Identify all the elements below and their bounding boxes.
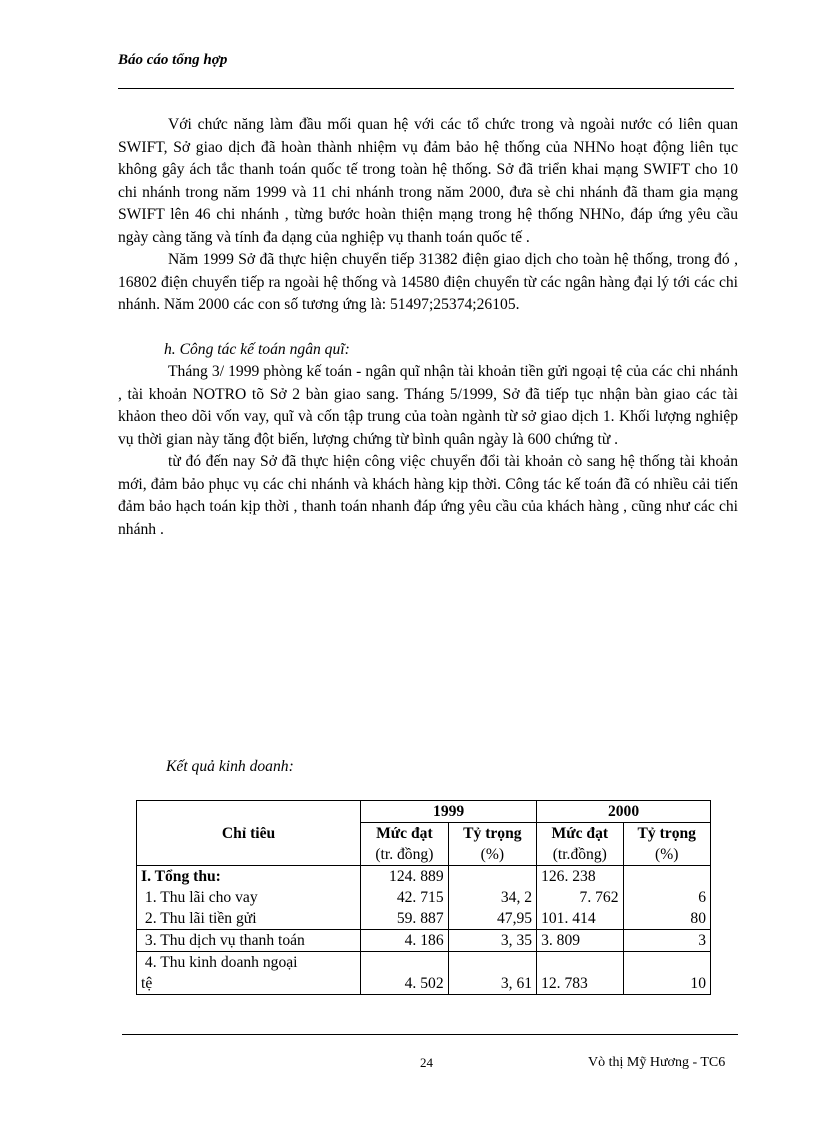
header-amount-1999-unit: (tr. đồng) [375,846,434,863]
row-payment-services-label: 3. Thu dịch vụ thanh toán [137,930,361,952]
business-results-table [136,800,711,995]
row-deposit-interest-share-2000: 80 [623,908,711,930]
row-fx-business-share-1999: 3, 61 [448,952,536,995]
row-deposit-interest-amount-2000: 101. 414 [537,908,623,930]
header-share-1999-unit: (%) [480,846,505,863]
row-loan-interest-label: 1. Thu lãi cho vay [137,887,361,908]
header-year-2000: 2000 [537,801,711,823]
row-fx-business-label-line2: tệ [141,975,153,992]
header-share-2000 [623,823,711,866]
row-payment-services-amount-2000: 3. 809 [537,930,623,952]
row-total-share-1999 [448,866,536,888]
table-row [137,866,711,888]
header-amount-1999-label: Mức đạt [376,825,433,842]
table-header-row [137,801,711,823]
paragraph-transfers: Năm 1999 Sở đã thực hiện chuyển tiếp 31382 điện giao dịch cho toàn hệ thống, trong đó , 16802 điện chuyển tiếp ra ngoài hệ thống và 14580 điện chuyển từ các ngân hàng đại lý tới các chi nhánh. Năm 2000 các con số tương ứng là: 51497;25374;26105. [118,251,738,313]
row-fx-business-amount-2000: 12. 783 [537,952,623,995]
row-loan-interest-share-1999: 34, 2 [448,887,536,908]
row-loan-interest-amount-1999: 42. 715 [361,887,448,908]
row-total-share-2000 [623,866,711,888]
row-total-amount-1999: 124. 889 [361,866,448,888]
row-deposit-interest-label: 2. Thu lãi tiền gửi [137,908,361,930]
row-total-amount-2000: 126. 238 [537,866,623,888]
header-amount-2000 [537,823,623,866]
row-loan-interest-amount-2000: 7. 762 [537,887,623,908]
document-body [118,114,738,541]
row-payment-services-share-1999: 3, 35 [448,930,536,952]
row-deposit-interest-amount-1999: 59. 887 [361,908,448,930]
page-number: 24 [420,1055,433,1070]
footer-author: Vò thị Mỹ Hương - TC6 [588,1055,726,1070]
paragraph-conversion: từ đó đến nay Sở đã thực hiện công việc chuyển đổi tài khoản cò sang hệ thống tài khoản mới, đảm bảo phục vụ các chi nhánh và khách hàng kịp thời. Công tác kế toán đã có nhiều cải tiến đảm bảo hạch toán kịp thời , thanh toán nhanh đáp ứng yêu cầu của khách hàng , cũng như các chi nhánh . [118,453,738,538]
header-share-1999 [448,823,536,866]
row-payment-services-share-2000: 3 [623,930,711,952]
header-amount-2000-label: Mức đạt [551,825,609,842]
header-share-2000-unit: (%) [655,846,679,863]
row-payment-services-amount-1999: 4. 186 [361,930,448,952]
header-share-1999-label: Tỷ trọng [463,825,522,842]
table-row [137,887,711,908]
header-rule [118,88,734,89]
header-amount-2000-unit: (tr.đồng) [552,846,607,863]
paragraph-accounting: Tháng 3/ 1999 phòng kế toán - ngân quĩ nhận tài khoản tiền gửi ngoại tệ của các chi nhánh , tài khoản NOTRO tõ Sở 2 bàn giao sang. Tháng 5/1999, Sở đã tiếp tục nhận bàn giao các tài khảon theo dõi vốn vay, quĩ và cốn tập trung của toàn ngành từ sở giao dịch 1. Khối lượng nghiệp vụ thời gian này tăng đột biến, lượng chứng từ bình quân ngày là 600 chứng từ . [118,363,738,448]
table-row [137,908,711,930]
header-year-1999: 1999 [361,801,537,823]
table-caption: Kết quả kinh doanh: [166,758,294,775]
row-deposit-interest-share-1999: 47,95 [448,908,536,930]
paragraph-swift: Với chức năng làm đầu mối quan hệ với các tổ chức trong và ngoài nước có liên quan SWIFT, Sở giao dịch đã hoàn thành nhiệm vụ đảm bảo hệ thống của NHNo hoạt động liên tục không gây ách tắc thanh toán quốc tế trong toàn hệ thống. Sở đã triển khai mạng SWIFT cho 10 chi nhánh trong năm 1999 và 11 chi nhánh trong năm 2000, đưa sè chi nhánh đã tham gia mạng SWIFT lên 46 chi nhánh , từng bước hoàn thiện mạng trong hệ thống NHNo, đáp ứng yêu cầu ngày càng tăng và tính đa dạng của nghiệp vụ thanh toán quốc tế . [118,116,738,246]
table-row [137,930,711,952]
header-title: Báo cáo tổng hợp [118,52,228,68]
header-criteria: Chỉ tiêu [137,801,361,866]
row-fx-business-share-2000: 10 [623,952,711,995]
row-loan-interest-share-2000: 6 [623,887,711,908]
table-row [137,952,711,995]
row-fx-business-amount-1999: 4. 502 [361,952,448,995]
row-fx-business-label [137,952,361,995]
section-heading: h. Công tác kế toán ngân quĩ: [164,340,350,358]
header-amount-1999 [361,823,448,866]
row-total-label: I. Tổng thu: [137,866,361,888]
header-share-2000-label: Tỷ trọng [637,825,696,842]
footer-rule [122,1034,738,1035]
row-fx-business-label-line1: 4. Thu kinh doanh ngoại [141,954,298,971]
